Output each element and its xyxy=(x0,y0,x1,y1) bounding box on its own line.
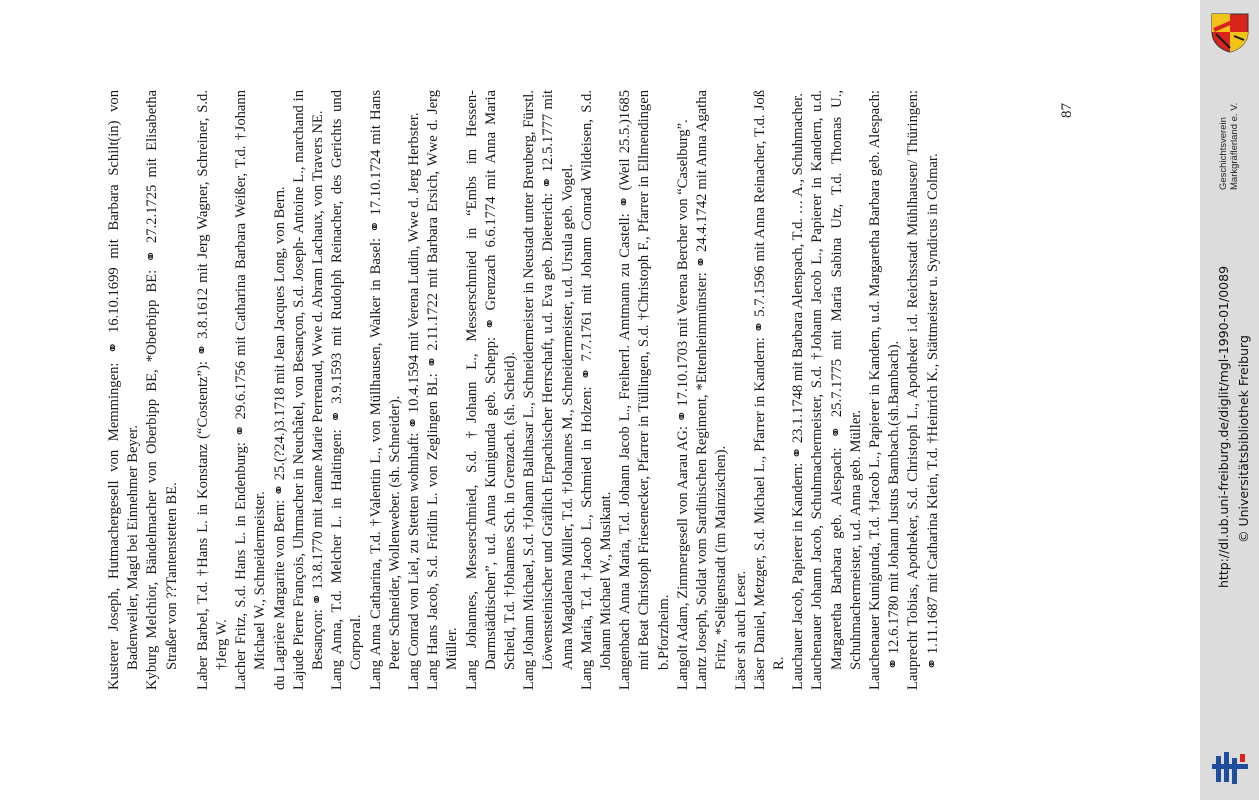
coat-of-arms-icon xyxy=(1208,10,1252,54)
register-entry: Lantz Joseph, Soldat vom Sardinischen Regiment, *Ettenheimmünster: ⚭ 24.4.1742 mit Anna Agatha Fritz, *Seligenstadt (im Mainzischen). xyxy=(694,90,730,690)
register-entry: Läser Daniel, Metzger, S.d. Michael L., Pfarrer in Kandern: ⚭ 5.7.1596 mit Anna Reinacher, T.d. Joß R. xyxy=(751,90,787,690)
register-entry: Lauchenauer Kunigunda, T.d. †Jacob L., Papierer in Kandern, u.d. Margaretha Barbara geb. Alespach: ⚭ 12.6.1780 mit Johann Justus Bambach.(sh.Bambach). xyxy=(866,90,903,690)
register-entry: Kusterer Joseph, Hutmachergesell von Memmingen: ⚭ 16.10.1699 mit Barbara Schilt(in) von Badenweiler, Magd bei Einnehmer Beyer. xyxy=(106,90,142,690)
society-line-1: Geschichtsverein xyxy=(1218,117,1229,190)
permalink-url[interactable]: http://dl.ub.uni-freiburg.de/diglit/mgl-1990-01/0089 xyxy=(1216,265,1231,588)
university-library-logo-icon xyxy=(1208,748,1252,788)
register-entry: Lang Anna Catharina, T.d. †Valentin L., von Müllhausen, Walker in Basel: ⚭ 17.10.1724 mit Hans Peter Schneider, Wollenweber. (sh. Schneider). xyxy=(367,90,403,690)
page-number: 87 xyxy=(1059,103,1075,118)
register-entry: Lajude Pierre François, Uhrmacher in Neuchâtel, von Besançon, S.d. Joseph- Antoine L., marchand in Besançon: ⚭ 13.8.1770 mit Jeanne Marie Perrenaud, Wwe d. Abram Lachaux, von Travers NE. xyxy=(290,90,327,690)
society-name xyxy=(1218,80,1258,190)
register-entry: Lauprecht Tobias, Apotheker, S.d. Christoph L., Apotheker i.d. Reichsstadt Mühlhausen/ Thüringen: ⚭ 1.11.1687 mit Catharina Klein, T.d. †Heinrich K., Stättmeister u. Syndicus in Colmar. xyxy=(905,90,941,690)
register-entry: Lang Conrad von Liel, zu Stetten wohnhaft: ⚭ 10.4.1594 mit Verena Ludin, Wwe d. Jerg Herbster. xyxy=(406,112,423,690)
library-credit: © Universitätsbibliothek Freiburg xyxy=(1236,335,1251,543)
register-entry: Lang Maria, T.d. †Jacob L., Schmied in Holzen: ⚭ 7.7.1761 mit Johann Conrad Wildeisen, S.d. Johann Michael W., Musikant. xyxy=(578,90,615,690)
register-entry: Langolt Adam, Zimmergesell von Aarau AG: ⚭ 17.10.1703 mit Verena Bercher von “Caselburg”. xyxy=(674,119,691,690)
register-entry: du Lagrière Margarite von Bern: ⚭ 25.(?24.)3.1718 mit Jean Jacques Long, von Bern. xyxy=(271,186,288,690)
register-entry: Lang Johann Michael, S.d. †Johann Balthasar L., Schneidermeister in Neustadt unter Breuberg, Fürstl. Löwensteinischer und Gräflich Erpachischer Herrschaft, u.d. Eva geb. Dieterich: ⚭ 12.5.1777 mit Anna Magdalena Müller, T.d. †Johannes M., Schneidermeister, u.d. Ursula geb. Vogel. xyxy=(521,90,576,690)
register-entry: Langenbach Anna Maria, T.d. Johann Jacob L., Freiherrl. Amtmann zu Castell: ⚭ (Weil 25.5.)1685 mit Beat Christoph Friesenecker, Pfarrer in Tüllingen, S.d. †Christoph F., Pfarrer in Ellmendingen b.Pforzheim. xyxy=(617,90,672,690)
register-entry: Läser sh auch Leser. xyxy=(732,570,749,690)
register-text xyxy=(105,90,1045,690)
register-entry: Lacher Fritz, S.d. Hans L. in Endenburg: ⚭ 29.6.1756 mit Catharina Barbara Weißer, T.d. †Johann Michael W., Schneidermeister. xyxy=(233,90,269,690)
register-entry: Lang Anna, T.d. Melcher L. in Haltingen: ⚭ 3.9.1593 mit Rudolph Reinacher, des Gerichts und Corporal. xyxy=(329,90,365,690)
register-entry: Laber Barbel, T.d. †Hans L. in Konstanz (“Costentz”): ⚭ 3.8.1612 mit Jerg Wagner, Schreiner, S.d. †Jerg W. xyxy=(194,90,231,690)
register-entry: Lauchauer Jacob, Papierer in Kandern: ⚭ 23.1.1748 mit Barbara Alenspach, T.d. … A., Schuhmacher. xyxy=(790,93,807,690)
register-entry: Lang Johannes, Messerschmied, S.d. †Johann L., Messerschmied in “Embs im Hessen-Darmstädtischen”, u.d. Anna Kunigunda geb. Schepp: ⚭ Grenzach 6.6.1774 mit Anna Maria Scheid, T.d. †Johannes Sch. in Grenzach. (sh. Scheid). xyxy=(463,90,519,690)
register-entry: Kyburg Melchior, Bändelmacher von Oberbipp BE, *Oberbipp BE: ⚭ 27.2.1725 mit Elisabetha Straßer von ??Tantenstetten BE. xyxy=(144,90,180,690)
register-entry: Lang Hans Jacob, S.d. Fridlin L. von Zeglingen BL: ⚭ 2.11.1722 mit Barbara Ersich, Wwe d. Jerg Müller. xyxy=(425,90,461,690)
register-entry: Lauchenauer Johann Jacob, Schuhmachermeister, S.d. †Johann Jacob L., Papierer in Kandern, u.d. Margaretha Barbara geb. Alespach: ⚭ 25.7.1775 mit Maria Sabina Utz, T.d. Thomas U., Schuhmachermeister, u.d. Anna geb. Müller. xyxy=(809,90,864,690)
society-line-2: Markgräflerland e. V. xyxy=(1229,102,1240,190)
